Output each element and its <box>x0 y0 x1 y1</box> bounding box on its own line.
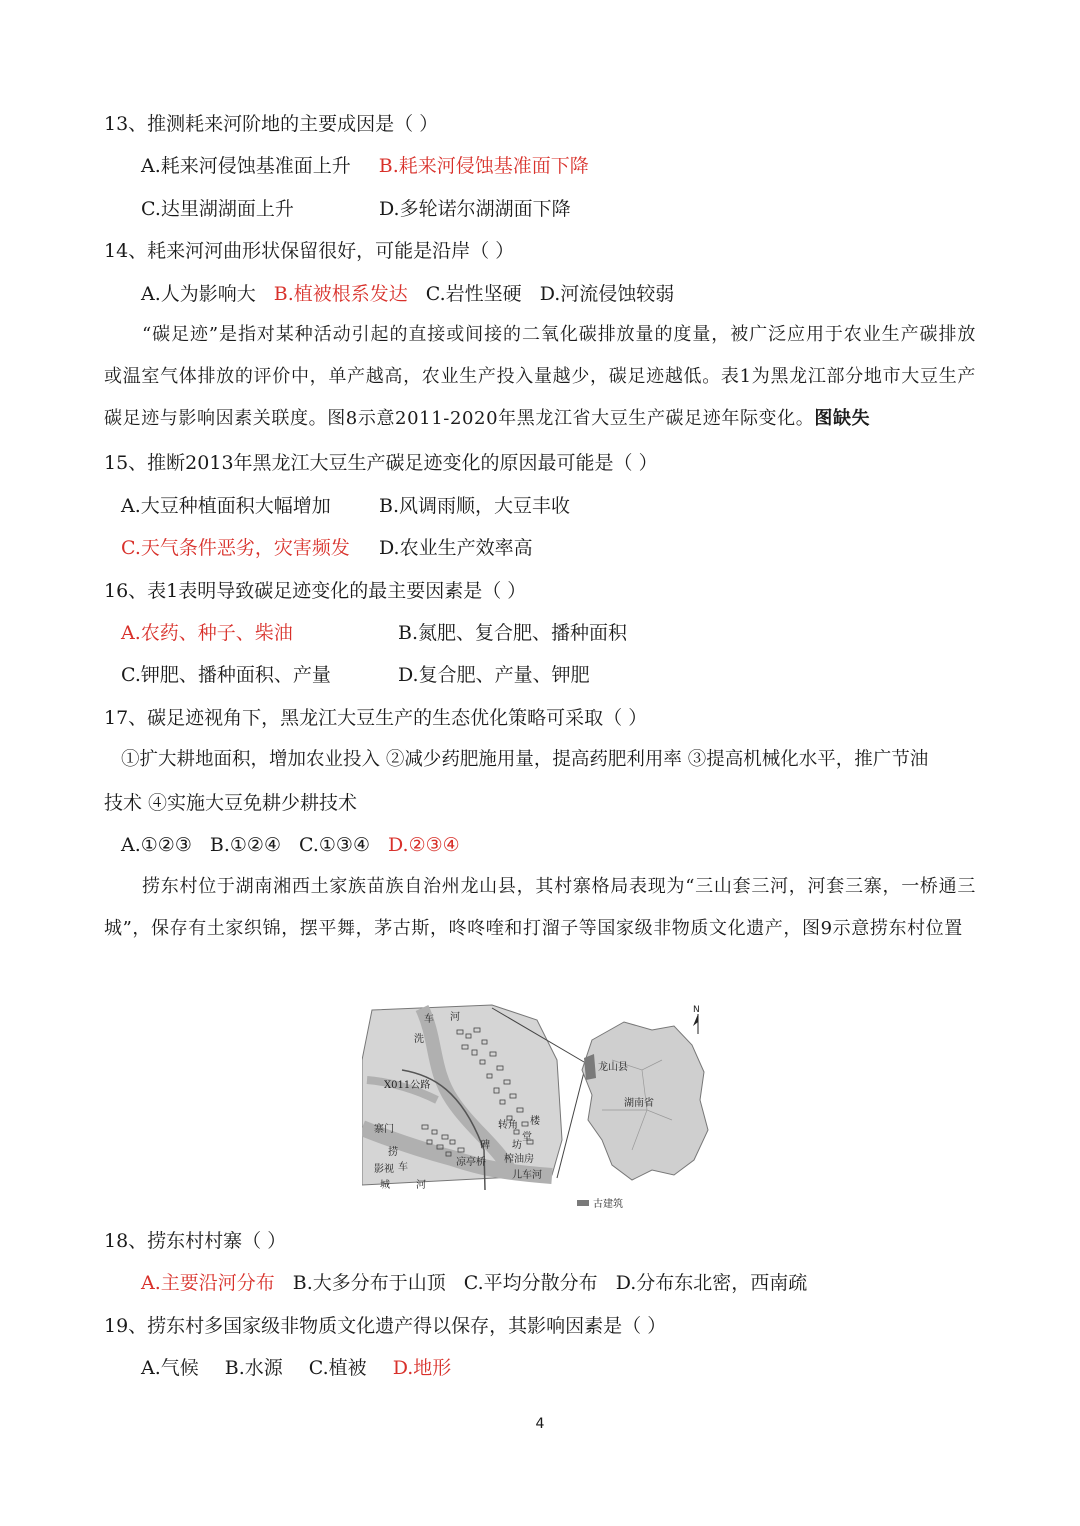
label-road: X011公路 <box>384 1080 431 1091</box>
q15-option-d: D.农业生产效率高 <box>379 537 533 559</box>
north-arrow-icon <box>693 1005 700 1034</box>
q18-option-c: C.平均分散分布 <box>463 1272 598 1294</box>
q14-option-a: A.人为影响大 <box>141 283 256 305</box>
label-zhuanjiao: 转角 <box>498 1120 518 1131</box>
label-xi: 洗 <box>414 1034 424 1045</box>
label-lou: 楼 <box>530 1116 540 1127</box>
q16-option-d: D.复合肥、产量、钾肥 <box>398 664 590 686</box>
q18-options <box>141 1270 807 1296</box>
q13-option-a: A.耗来河侵蚀基准面上升 <box>141 155 351 177</box>
q19-option-a: A.气候 <box>141 1357 199 1379</box>
q15-stem: 15、推断2013年黑龙江大豆生产碳足迹变化的原因最可能是（ ） <box>104 452 658 474</box>
q14-option-d: D.河流侵蚀较弱 <box>539 283 675 305</box>
q16-option-a-answer: A.农药、种子、柴油 <box>121 622 293 644</box>
figure-laodong-village-location <box>362 1000 724 1220</box>
q16-options-row1 <box>121 620 627 646</box>
page-number: 4 <box>535 1416 545 1432</box>
label-tang: 堂 <box>522 1132 532 1143</box>
q13-stem: 13、推测耗来河阶地的主要成因是（ ） <box>104 113 439 135</box>
label-river-top-1: 车 <box>424 1014 434 1025</box>
label-fang: 坊 <box>512 1140 522 1151</box>
q14-options <box>141 281 674 307</box>
legend-label: 古建筑 <box>593 1199 623 1210</box>
legend-swatch-icon <box>577 1200 589 1206</box>
q18-option-d: D.分布东北密，西南疏 <box>615 1272 808 1294</box>
q17-items-line1: ①扩大耕地面积，增加农业投入 ②减少药肥施用量，提高药肥利用率 ③提高机械化水平，推广节油 <box>121 749 929 770</box>
q19-option-c: C.植被 <box>308 1357 367 1379</box>
carbon-footprint-text: “碳足迹”是指对某种活动引起的直接或间接的二氧化碳排放量的度量，被广泛应用于农业生产碳排放或温室气体排放的评价中，单产越高，农业生产投入量越少，碳足迹越低。表1为黑龙江部分地市大豆生产碳足迹与影响因素关联度。图8示意2011-2020年黑龙江省大豆生产碳足迹年际变化。 <box>104 324 976 429</box>
q15-option-c-answer: C.天气条件恶劣，灾害频发 <box>121 537 350 559</box>
q15-option-a: A.大豆种植面积大幅增加 <box>121 495 331 517</box>
q18-option-b: B.大多分布于山顶 <box>292 1272 446 1294</box>
q17-option-a: A.①②③ <box>121 834 192 856</box>
q18-option-a-answer: A.主要沿河分布 <box>141 1272 275 1294</box>
label-he: 河 <box>416 1180 426 1191</box>
q19-options <box>141 1355 451 1381</box>
label-province: 湖南省 <box>624 1098 654 1109</box>
longshan-county-highlight <box>584 1054 596 1080</box>
label-zhaimen: 寨门 <box>374 1124 394 1135</box>
q16-option-c: C.钾肥、播种面积、产量 <box>121 664 331 686</box>
q19-stem: 19、捞东村多国家级非物质文化遗产得以保存，其影响因素是（ ） <box>104 1315 667 1337</box>
q17-option-b: B.①②④ <box>209 834 281 856</box>
label-che: 车 <box>398 1162 408 1173</box>
q17-options <box>121 832 460 858</box>
label-erchehe: 儿车河 <box>512 1170 542 1181</box>
q17-option-c: C.①③④ <box>298 834 370 856</box>
q13-options-row1 <box>141 153 589 179</box>
missing-figure-note: 图缺失 <box>814 408 871 429</box>
q17-stem: 17、碳足迹视角下，黑龙江大豆生产的生态优化策略可采取（ ） <box>104 707 648 729</box>
q13-option-c: C.达里湖湖面上升 <box>141 198 294 220</box>
north-label: N <box>693 1005 700 1015</box>
q19-option-d-answer: D.地形 <box>392 1357 452 1379</box>
q17-option-d-answer: D.②③④ <box>387 834 460 856</box>
q19-option-b: B.水源 <box>224 1357 283 1379</box>
carbon-footprint-passage <box>104 314 976 440</box>
q17-items-line2: 技术 ④实施大豆免耕少耕技术 <box>104 792 358 814</box>
label-lao: 捞 <box>388 1147 398 1158</box>
q15-options-row2 <box>121 535 533 561</box>
q18-stem: 18、捞东村村寨（ ） <box>104 1230 287 1252</box>
q14-option-c: C.岩性坚硬 <box>425 283 522 305</box>
q16-stem: 16、表1表明导致碳足迹变化的最主要因素是（ ） <box>104 580 527 602</box>
label-zhayoufang: 榨油房 <box>504 1154 534 1165</box>
label-bei: 碑 <box>480 1140 490 1151</box>
label-liangting: 凉亭桥 <box>456 1157 486 1168</box>
label-river-top-2: 河 <box>450 1012 460 1023</box>
q13-option-d: D.多轮诺尔湖湖面下降 <box>379 198 571 220</box>
q14-option-b-answer: B.植被根系发达 <box>273 283 408 305</box>
label-county: 龙山县 <box>598 1062 628 1073</box>
q16-option-b: B.氮肥、复合肥、播种面积 <box>398 622 628 644</box>
figure-map-svg <box>362 1000 724 1220</box>
label-cheng: 城 <box>380 1180 390 1191</box>
label-yingshi: 影视 <box>374 1164 394 1175</box>
laodong-village-passage: 捞东村位于湖南湘西土家族苗族自治州龙山县，其村寨格局表现为“三山套三河，河套三寨，一桥通三城”，保存有土家织锦，摆平舞，茅古斯，咚咚喹和打溜子等国家级非物质文化遗产，图9示意捞东村位置 <box>104 876 976 939</box>
q14-stem: 14、耗来河河曲形状保留很好，可能是沿岸（ ） <box>104 240 515 262</box>
q13-option-b-answer: B.耗来河侵蚀基准面下降 <box>378 155 589 177</box>
q13-options-row2 <box>141 196 571 222</box>
q15-options-row1 <box>121 493 570 519</box>
q16-options-row2 <box>121 662 590 688</box>
q15-option-b: B.风调雨顺，大豆丰收 <box>379 495 571 517</box>
